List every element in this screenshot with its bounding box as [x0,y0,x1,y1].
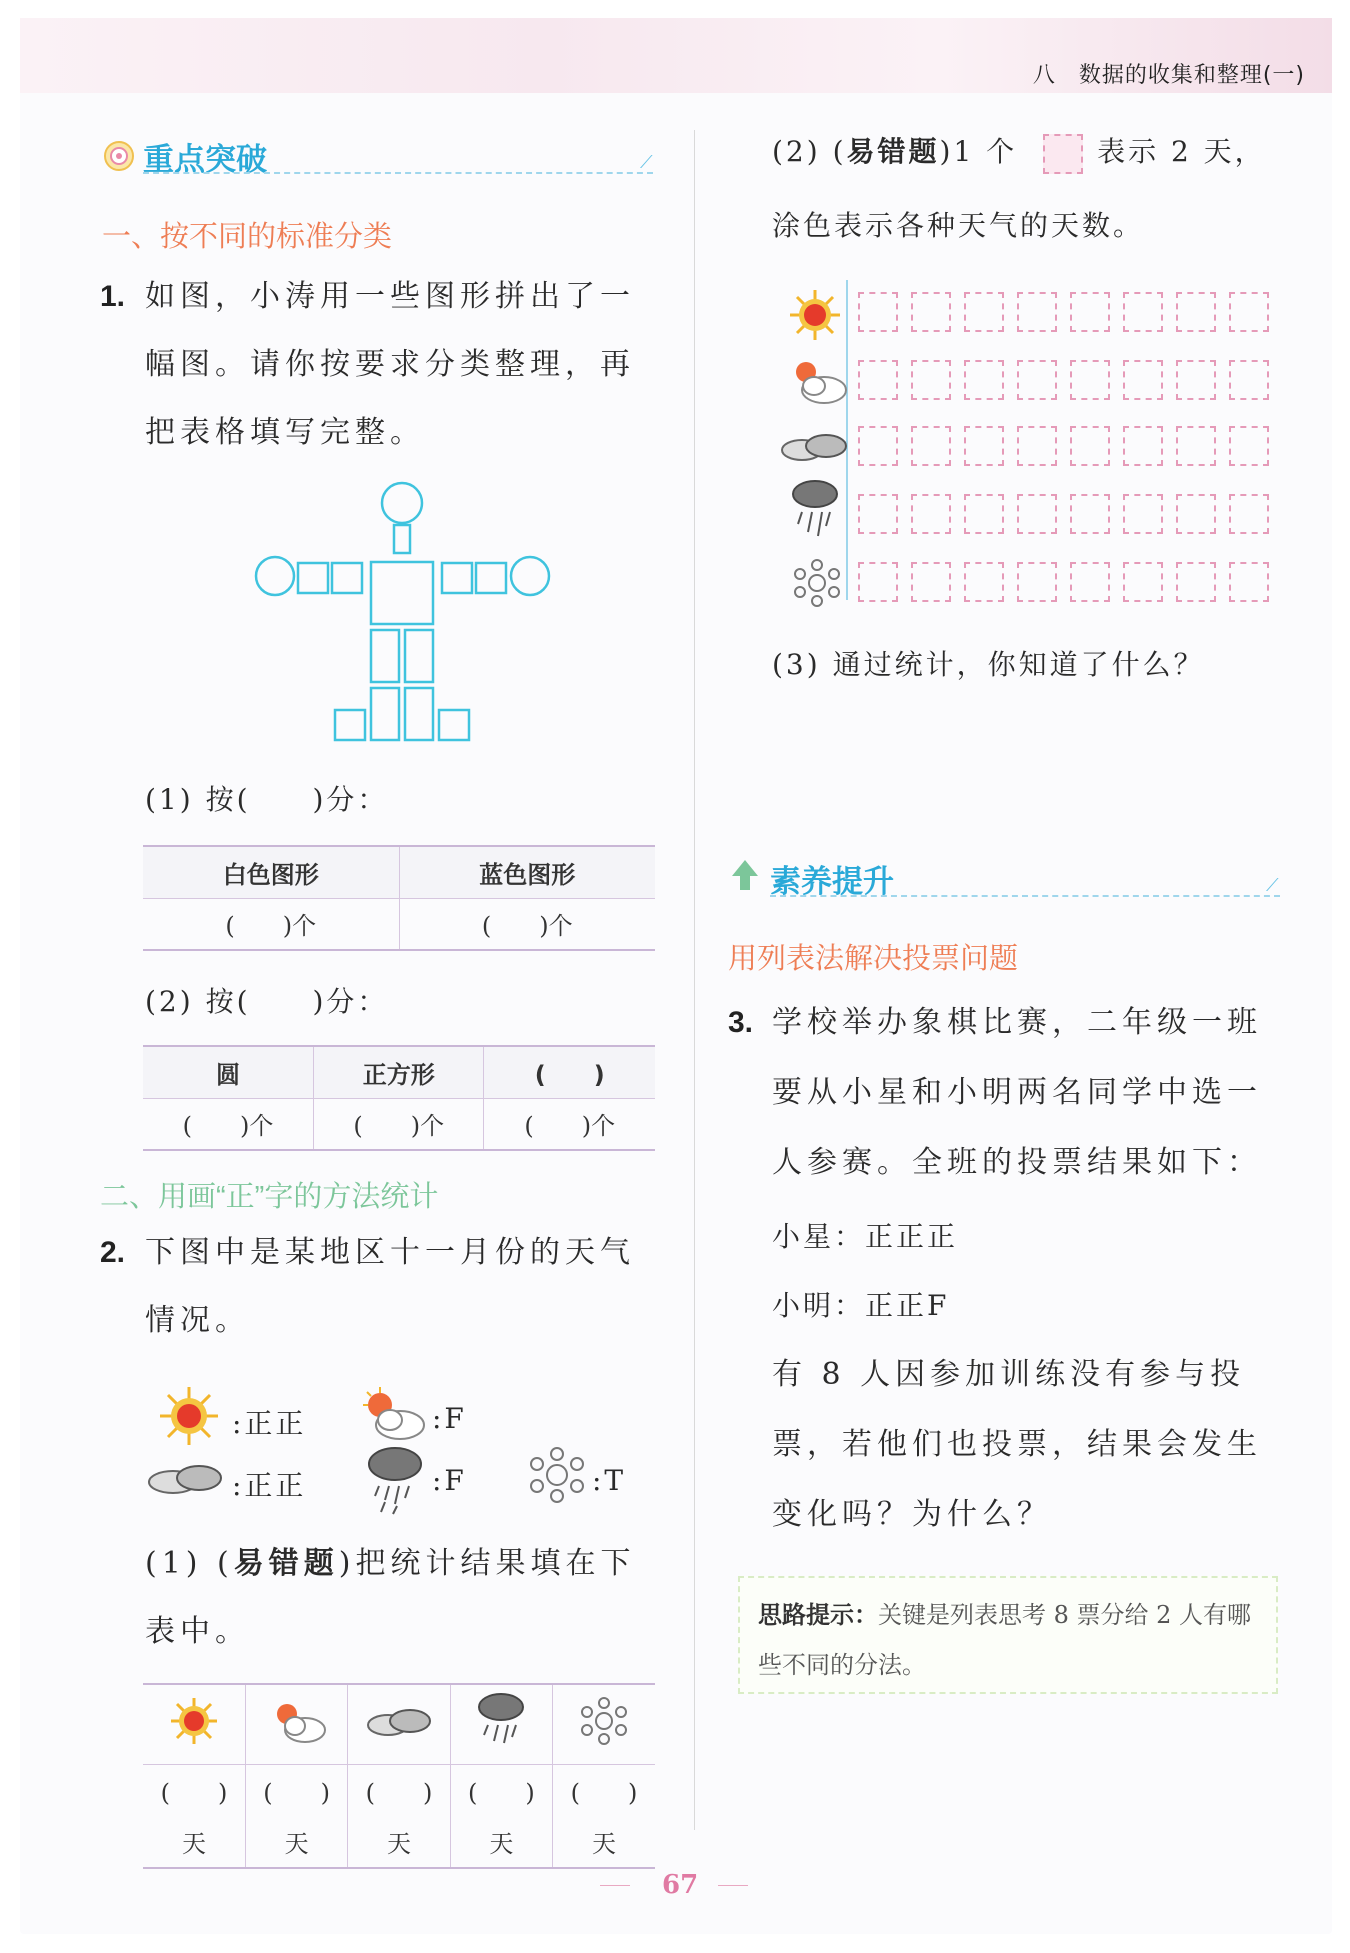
section-underline [770,895,1280,897]
grid-cell[interactable] [964,562,1004,602]
partly-cloudy-icon [267,1696,327,1746]
grid-cell[interactable] [1017,360,1057,400]
page-number-dash [718,1885,748,1886]
grid-cell[interactable] [1229,562,1269,602]
unit-day: 天 [143,1816,245,1868]
grid-cell[interactable] [1123,494,1163,534]
answer-blank[interactable]: ( ) [553,1764,655,1816]
grid-cell[interactable] [1229,494,1269,534]
answer-blank[interactable]: ( )个 [313,1098,483,1150]
rain-icon [365,1444,425,1516]
grid-cell[interactable] [1123,562,1163,602]
snow-icon [579,1696,629,1746]
weather-snow-cell [553,1684,655,1764]
hint-content: 关键是列表思考 8 票分给 2 人有哪些不同的分法。 [758,1601,1252,1679]
weather-sunny-cell [143,1684,245,1764]
header-blue-shapes: 蓝色图形 [399,846,655,898]
grid-cell[interactable] [1229,426,1269,466]
header-blank[interactable]: ( ) [484,1046,655,1098]
question-2-part-2-line2: 涂色表示各种天气的天数。 [772,209,1145,242]
section-title-improve: 素养提升 [770,864,894,899]
table-shape-classification [143,1045,655,1151]
tally-snow: :T [592,1464,627,1497]
grid-cell[interactable] [911,292,951,332]
section-underline [143,172,653,174]
vote-xiaoxing: 小星：正正正 [772,1220,959,1253]
grid-cell[interactable] [964,360,1004,400]
hint-box [738,1576,1278,1694]
sunny-icon [169,1696,219,1746]
grid-row-cloudy [858,426,1269,466]
grid-cell[interactable] [1123,426,1163,466]
unit-day: 天 [245,1816,347,1868]
grid-cell[interactable] [1176,292,1216,332]
grid-cell[interactable] [1176,426,1216,466]
answer-blank[interactable]: ( )个 [143,1098,313,1150]
question-3-text-2: 有 8 人因参加训练没有参与投票，若他们也投票，结果会发生变化吗？为什么？ [772,1357,1262,1532]
grid-cell[interactable] [1070,426,1110,466]
part-text: )把统计结果填在下表中。 [145,1546,636,1649]
question-3-text: 学校举办象棋比赛，二年级一班要从小星和小明两名同学中选一人参赛。全班的投票结果如下： [772,1005,1262,1180]
part-text: 表示 2 天， [1097,135,1266,168]
grid-cell[interactable] [858,292,898,332]
legend-square [1043,134,1083,174]
grid-cell[interactable] [858,562,898,602]
grid-cell[interactable] [858,360,898,400]
cloudy-icon [145,1458,225,1498]
sunny-icon [788,288,842,342]
tally-partly-cloudy: :F [432,1402,467,1435]
arrow-up-icon [730,858,760,892]
vote-xiaoming: 小明：正正F [772,1289,950,1322]
grid-cell[interactable] [1070,494,1110,534]
grid-cell[interactable] [911,360,951,400]
answer-blank[interactable]: ( ) [450,1764,552,1816]
weather-cloudy-cell [348,1684,450,1764]
grid-cell[interactable] [964,426,1004,466]
target-icon [103,140,135,172]
question-2-part-3: (3) 通过统计，你知道了什么？ [772,648,1205,681]
error-prone-tag: 易错题 [233,1546,339,1581]
question-number-1: 1. [100,280,126,313]
table-color-classification [143,845,655,951]
grid-cell[interactable] [911,562,951,602]
sunny-icon [158,1385,220,1447]
grid-row-partly-cloudy [858,360,1269,400]
grid-cell[interactable] [1017,292,1057,332]
unit-day: 天 [553,1816,655,1868]
grid-cell[interactable] [911,494,951,534]
answer-blank[interactable]: ( ) [245,1764,347,1816]
part-prefix: (2) ( [772,135,847,168]
grid-cell[interactable] [1229,360,1269,400]
question-2-text: 下图中是某地区十一月份的天气情况。 [145,1235,635,1338]
error-prone-tag: 易错题 [846,135,940,168]
hint-label: 思路提示： [758,1601,878,1629]
grid-cell[interactable] [1017,426,1057,466]
grid-cell[interactable] [1176,562,1216,602]
flag-icon: ⟋ [640,152,653,173]
snow-icon [792,558,842,608]
weather-partly-cell [245,1684,347,1764]
column-divider [694,130,695,1830]
header-white-shapes: 白色图形 [143,846,399,898]
hint-text [758,1590,1258,1690]
section-title-focus: 重点突破 [143,142,267,177]
rain-icon [476,1691,526,1751]
page-number: 67 [662,1870,699,1900]
answer-blank[interactable]: ( )个 [484,1098,655,1150]
grid-cell[interactable] [1123,360,1163,400]
grid-cell[interactable] [858,494,898,534]
part-text: )1 个 [939,135,1018,168]
unit-day: 天 [450,1816,552,1868]
table-weather-results [143,1683,655,1869]
tally-rain: :F [432,1464,467,1497]
question-1-part-1: (1) 按( )分： [145,783,389,816]
cloudy-icon [780,428,850,464]
question-number-3: 3. [728,1006,754,1039]
rain-icon [790,478,840,542]
header-circle: 圆 [143,1046,313,1098]
grid-cell[interactable] [1176,360,1216,400]
answer-blank[interactable]: ( )个 [143,898,399,950]
grid-cell[interactable] [1229,292,1269,332]
question-2-part-2 [772,130,1266,174]
tally-sunny: :正正 [232,1407,307,1440]
question-1-text: 如图，小涛用一些图形拼出了一幅图。请你按要求分类整理，再把表格填写完整。 [145,279,635,450]
cloudy-icon [364,1701,434,1741]
subheading-voting: 用列表法解决投票问题 [728,943,1019,975]
grid-cell[interactable] [858,426,898,466]
partly-cloudy-icon [786,356,848,408]
answer-blank[interactable]: ( ) [160,1778,228,1807]
question-1-part-2: (2) 按( )分： [145,985,389,1018]
question-2-part-1 [145,1530,665,1666]
chapter-title: 八 数据的收集和整理(一) [1032,63,1305,88]
grid-cell[interactable] [1017,562,1057,602]
grid-cell[interactable] [964,494,1004,534]
answer-blank[interactable]: ( )个 [399,898,655,950]
grid-row-sunny [858,292,1269,332]
grid-cell[interactable] [1070,292,1110,332]
subheading-tally: 二、用画“正”字的方法统计 [100,1181,439,1213]
grid-cell[interactable] [1070,562,1110,602]
unit-day: 天 [348,1816,450,1868]
part-prefix: (1) ( [145,1546,234,1581]
weather-pictograph-grid [780,280,1300,610]
question-number-2: 2. [100,1236,126,1269]
header-square: 正方形 [313,1046,483,1098]
grid-cell[interactable] [911,426,951,466]
snow-icon [528,1446,586,1504]
shape-robot-figure [250,480,560,750]
weather-rain-cell [450,1684,552,1764]
grid-cell[interactable] [1176,494,1216,534]
answer-blank[interactable]: ( ) [348,1764,450,1816]
subheading-classify: 一、按不同的标准分类 [102,221,393,253]
grid-cell[interactable] [964,292,1004,332]
flag-icon: ⟋ [1266,875,1279,896]
tally-cloudy: :正正 [232,1469,307,1502]
grid-cell[interactable] [1017,494,1057,534]
grid-row-rain [858,494,1269,534]
partly-cloudy-icon [358,1385,426,1443]
page-number-dash [600,1885,630,1886]
grid-row-snow [858,562,1269,602]
grid-cell[interactable] [1070,360,1110,400]
grid-cell[interactable] [1123,292,1163,332]
